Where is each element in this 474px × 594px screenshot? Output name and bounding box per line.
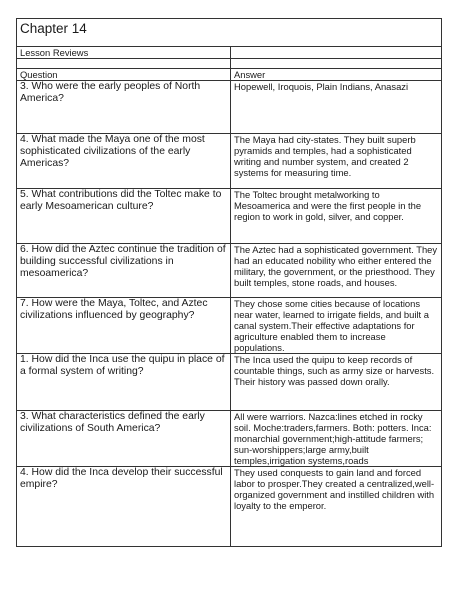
subtitle-row <box>17 47 442 59</box>
empty-cell <box>231 59 442 69</box>
answer-text: The Inca used the quipu to keep records of countable things, such as army size or harvests. Their history was passed down orally. <box>234 354 435 388</box>
answer-text: The Toltec brought metalworking to Mesoamerica and were the first people in the region to work in gold, silver, and copper. <box>234 189 422 223</box>
question-text: 4. How did the Inca develop their successful empire? <box>20 467 223 491</box>
question-cell <box>17 81 231 134</box>
question-text: 3. Who were the early peoples of North America? <box>20 81 201 105</box>
question-text: 7. How were the Maya, Toltec, and Aztec civilizations influenced by geography? <box>20 298 208 322</box>
question-cell <box>17 411 231 467</box>
lesson-review-table <box>16 18 442 547</box>
chapter-title: Chapter 14 <box>17 19 442 47</box>
question-cell <box>17 134 231 189</box>
empty-cell <box>17 59 231 69</box>
answer-cell <box>231 467 442 547</box>
question-text: 1. How did the Inca use the quipu in place of a formal system of writing? <box>20 354 225 378</box>
answer-text: Hopewell, Iroquois, Plain Indians, Anasazi <box>234 81 409 93</box>
question-text: 4. What made the Maya one of the most sophisticated civilizations of the early Americas? <box>20 134 205 169</box>
question-cell <box>17 298 231 354</box>
lesson-reviews-label: Lesson Reviews <box>17 47 231 59</box>
answer-text: They chose some cities because of locations near water, learned to irrigate fields, and built a canal system.Their effective adaptations for agriculture enabled them to increase populations. <box>234 298 429 354</box>
question-cell <box>17 244 231 298</box>
table-row <box>17 134 442 189</box>
title-row <box>17 19 442 47</box>
header-row <box>17 69 442 81</box>
answer-cell <box>231 81 442 134</box>
question-text: 5. What contributions did the Toltec make to early Mesoamerican culture? <box>20 189 222 213</box>
table-row <box>17 244 442 298</box>
question-cell <box>17 467 231 547</box>
table-row <box>17 411 442 467</box>
empty-cell <box>231 47 442 59</box>
table-row <box>17 467 442 547</box>
table-row <box>17 189 442 244</box>
question-text: 3. What characteristics defined the early civilizations of South America? <box>20 411 205 435</box>
table-row <box>17 81 442 134</box>
question-header: Question <box>17 69 231 81</box>
answer-text: The Aztec had a sophisticated government. They had an educated nobility who either entered the military, the government, or the priesthood. They built temples, stone roads, and houses. <box>234 244 438 289</box>
answer-text: They used conquests to gain land and forced labor to prosper.They created a centralized,well-organized government and instilled children with loyalty to the emperor. <box>234 467 435 512</box>
answer-cell <box>231 411 442 467</box>
table-row <box>17 298 442 354</box>
question-text: 6. How did the Aztec continue the tradition of building successful civilizations in mesoamerica? <box>20 244 226 279</box>
answer-text: The Maya had city-states. They built superb pyramids and temples, had a sophisticated writing and number system, and created 2 systems for measuring time. <box>234 134 416 179</box>
spacer-row <box>17 59 442 69</box>
answer-header: Answer <box>231 69 442 81</box>
question-cell <box>17 189 231 244</box>
table-row <box>17 354 442 411</box>
answer-cell <box>231 354 442 411</box>
question-cell <box>17 354 231 411</box>
answer-text: All were warriors. Nazca:lines etched in rocky soil. Moche:traders,farmers. Both: potters. Inca: monarchial government;high-attitude farmers; sun-worshippers;large army,built temples,irrigation systems,roads <box>234 411 432 467</box>
answer-cell <box>231 189 442 244</box>
answer-cell <box>231 244 442 298</box>
answer-cell <box>231 298 442 354</box>
answer-cell <box>231 134 442 189</box>
